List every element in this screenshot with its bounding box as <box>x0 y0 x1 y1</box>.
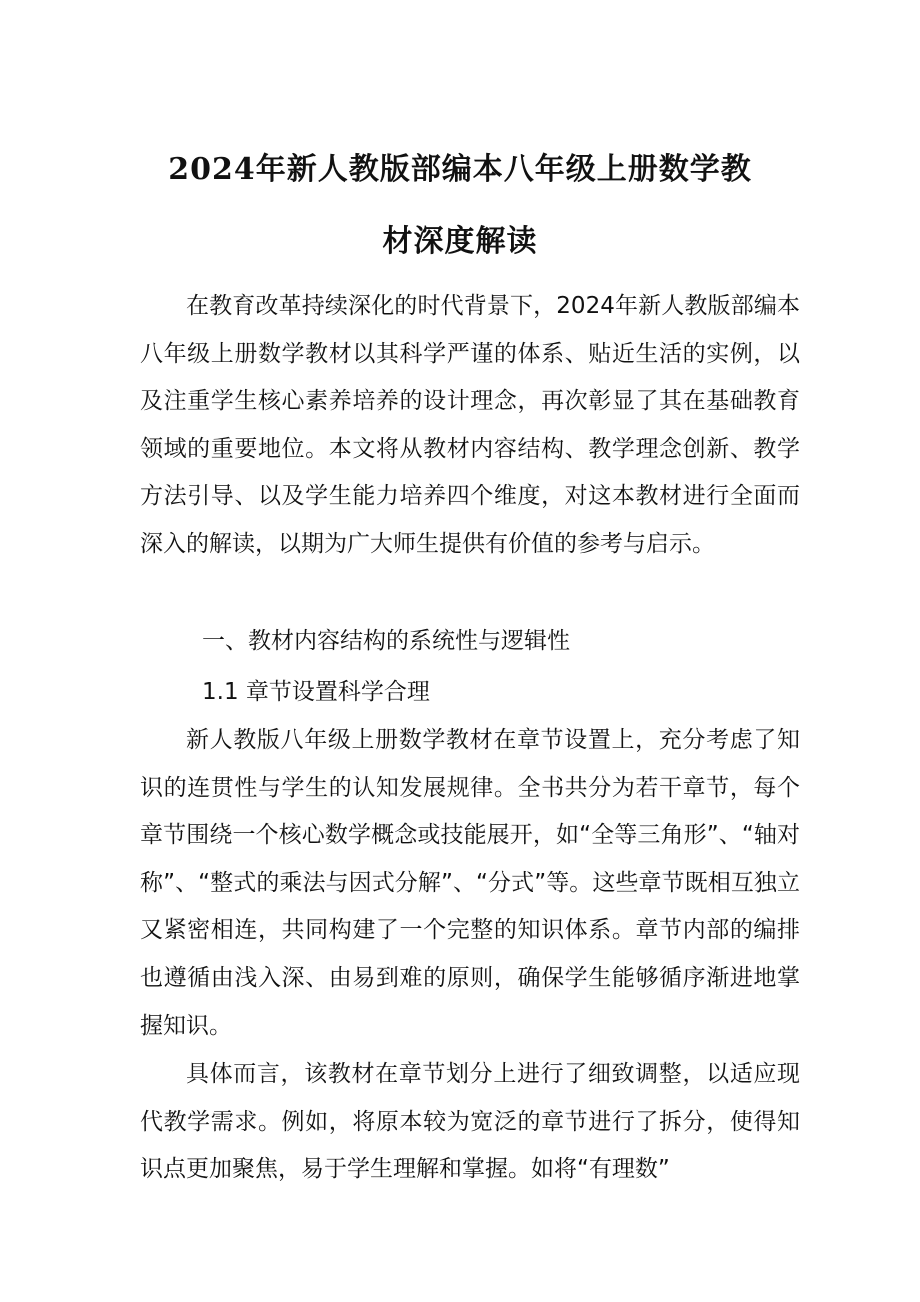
section-heading: 一、教材内容结构的系统性与逻辑性 <box>202 628 570 654</box>
intro-paragraph: 在教育改革持续深化的时代背景下，2024年新人教版部编本八年级上册数学教材以其科学严谨的体系、贴近生活的实例，以及注重学生核心素养培养的设计理念，再次彰显了其在基础教育领域的重要地位。本文将从教材内容结构、教学理念创新、教学方法引导、以及学生能力培养四个维度，对这本教材进行全面而深入的解读，以期为广大师生提供有价值的参考与启示。 <box>140 293 800 557</box>
body-paragraph-chapter-division: 具体而言，该教材在章节划分上进行了细致调整，以适应现代教学需求。例如，将原本较为宽泛的章节进行了拆分，使得知识点更加聚焦，易于学生理解和掌握。如将“有理数” <box>140 1061 800 1183</box>
document-title-line-2: 材深度解读 <box>382 224 538 259</box>
document-title-line-1: 2024年新人教版部编本八年级上册数学教 <box>168 152 752 187</box>
body-paragraph-chapter-setup: 新人教版八年级上册数学教材在章节设置上，充分考虑了知识的连贯性与学生的认知发展规律。全书共分为若干章节，每个章节围绕一个核心数学概念或技能展开，如“全等三角形”、“轴对称”、“整式的乘法与因式分解”、“分式”等。这些章节既相互独立又紧密相连，共同构建了一个完整的知识体系。章节内部的编排也遵循由浅入深、由易到难的原则，确保学生能够循序渐进地掌握知识。 <box>140 727 800 1039</box>
subsection-heading: 1.1 章节设置科学合理 <box>202 679 430 705</box>
